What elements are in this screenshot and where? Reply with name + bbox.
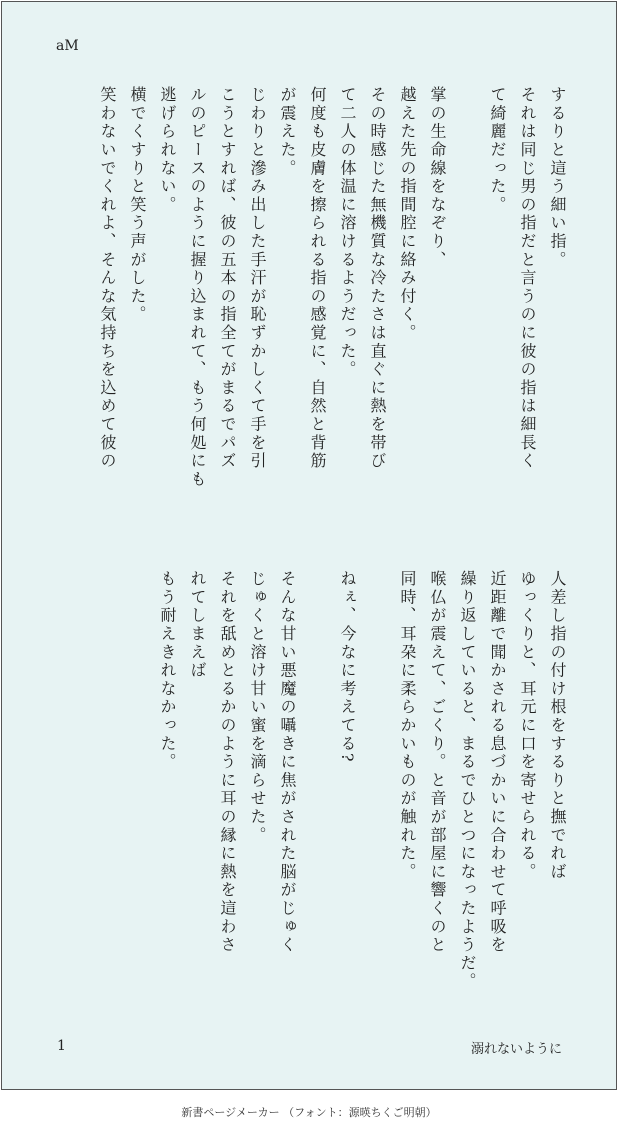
text-line: じわりと滲み出した手汗が恥ずかしくて手を引 bbox=[248, 86, 267, 471]
text-line: そんな甘い悪魔の囁きに焦がされた脳がじゅく bbox=[278, 570, 297, 955]
text-line: するりと這う細い指。 bbox=[548, 86, 567, 269]
author-label: aM bbox=[56, 38, 79, 54]
text-line: 何度も皮膚を擦られる指の感覚に、自然と背筋 bbox=[308, 86, 327, 471]
text-line: こうとすれば、彼の五本の指全てがまるでパズ bbox=[218, 86, 237, 471]
text-line: て綺麗だった。 bbox=[488, 86, 507, 215]
text-line: が震えた。 bbox=[278, 86, 297, 178]
text-line: それは同じ男の指だと言うのに彼の指は細長く bbox=[518, 86, 537, 471]
text-line: 笑わないでくれよ、そんな気持ちを込めて彼の bbox=[98, 86, 117, 471]
text-line: それを舐めとるかのように耳の縁に熱を這わさ bbox=[218, 570, 237, 955]
text-line: 近距離で聞かされる息づかいに合わせて呼吸を bbox=[488, 570, 507, 955]
text-line: 越えた先の指間腔に絡み付く。 bbox=[398, 86, 417, 343]
text-line: 人差し指の付け根をするりと撫でれば bbox=[548, 570, 567, 882]
bottom-text-block bbox=[152, 570, 572, 991]
text-line: 横でくすりと笑う声がした。 bbox=[128, 86, 147, 324]
text-line: もう耐えきれなかった。 bbox=[158, 570, 177, 772]
top-text-block bbox=[92, 86, 572, 489]
text-line bbox=[452, 86, 482, 489]
text-line: 逃げられない。 bbox=[158, 86, 177, 215]
text-line: ルのピースのように握り込まれて、もう何処にも bbox=[188, 86, 207, 489]
text-line: れてしまえば bbox=[188, 570, 207, 680]
text-line: ゆっくりと、耳元に口を寄せられる。 bbox=[518, 570, 537, 882]
text-line: 喉仏が震えて、ごくり。と音が部屋に響くのと bbox=[428, 570, 447, 955]
text-line: ねぇ、今なに考えてる? bbox=[338, 570, 357, 764]
text-line: て二人の体温に溶けるようだった。 bbox=[338, 86, 357, 379]
text-line: 同時、耳朶に柔らかいものが触れた。 bbox=[398, 570, 417, 882]
page-number: 1 bbox=[57, 1038, 66, 1054]
text-line: 掌の生命線をなぞり、 bbox=[428, 86, 447, 269]
text-line bbox=[362, 570, 392, 991]
generator-credit: 新書ページメーカー （フォント：源暎ちくご明朝） bbox=[181, 1106, 437, 1119]
book-page bbox=[1, 1, 617, 1090]
text-line bbox=[302, 570, 332, 991]
text-line: 繰り返していると、まるでひとつになったようだ。 bbox=[458, 570, 477, 991]
text-line: じゅくと溶け甘い蜜を滴らせた。 bbox=[248, 570, 267, 845]
text-line: その時感じた無機質な冷たさは直ぐに熱を帯び bbox=[368, 86, 387, 471]
story-title: 溺れないように bbox=[470, 1042, 562, 1057]
